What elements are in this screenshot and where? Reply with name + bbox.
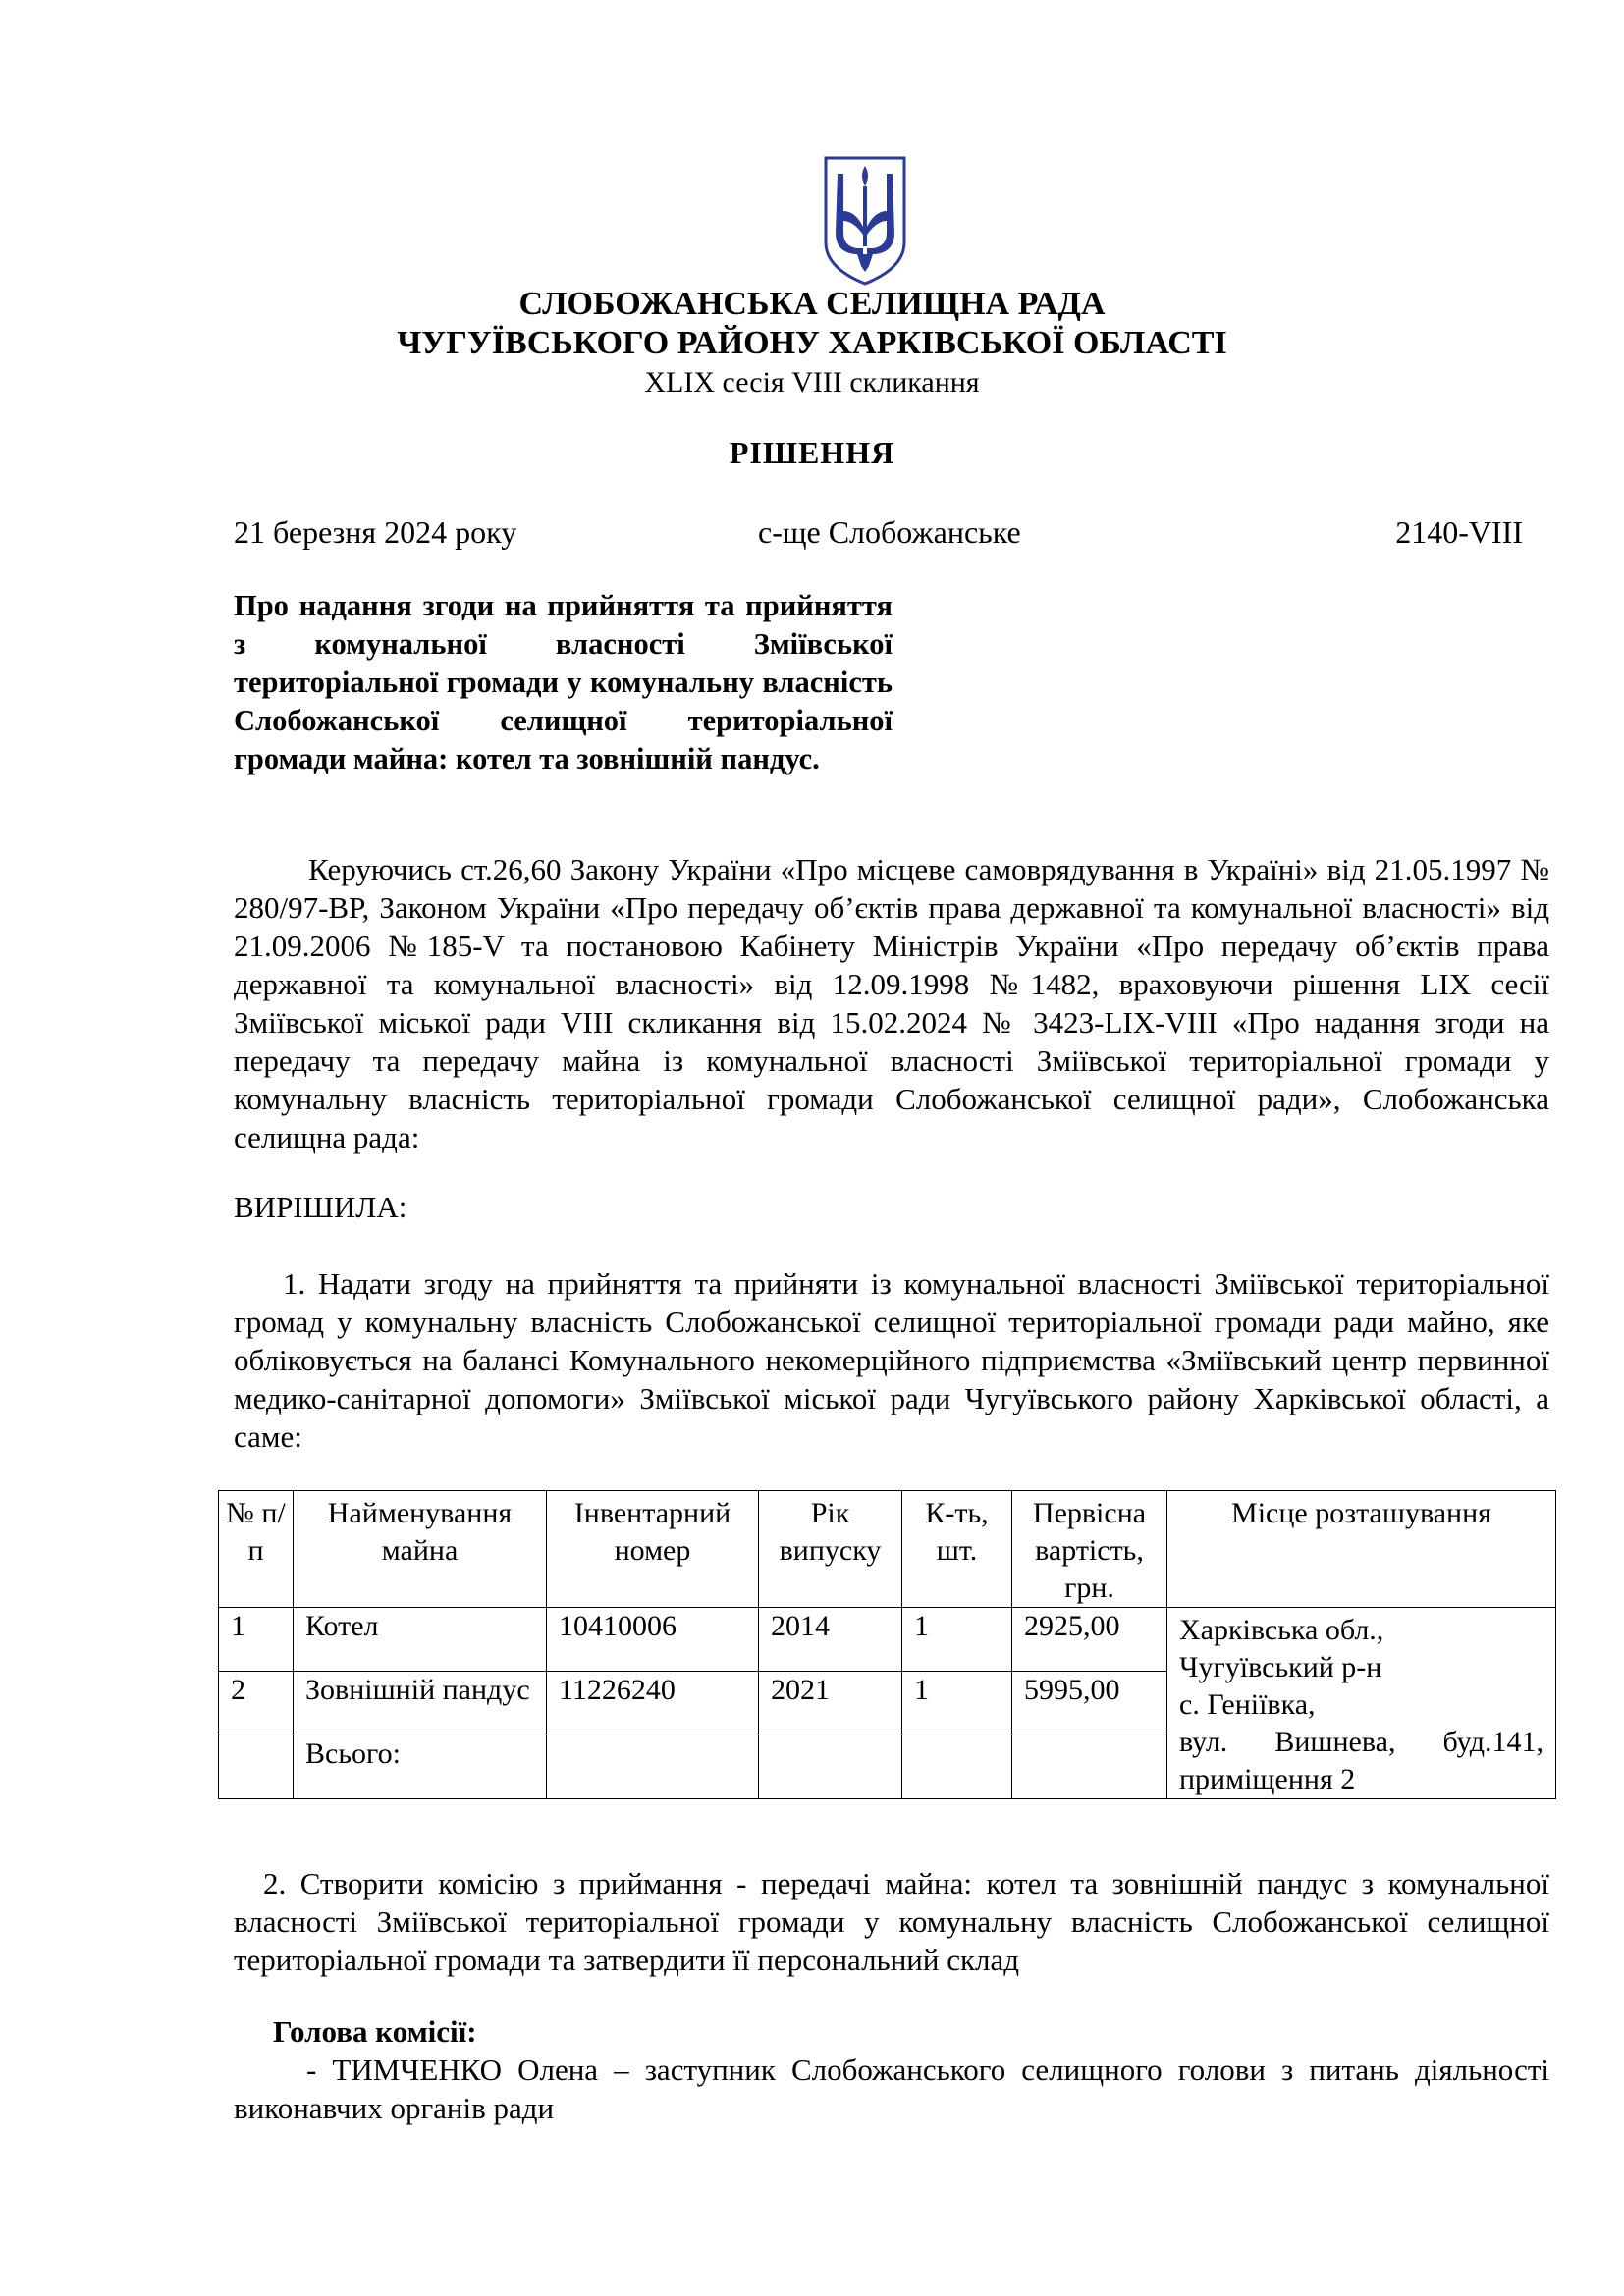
row-name: Котел [294,1608,547,1672]
assets-table [218,1490,1556,1799]
col-header-num: № п/п [219,1491,294,1608]
item-1-paragraph: 1. Надати згоду на прийняття та прийняти із комунальної власності Зміївської територіальної громад у комунальну власність Слобожанської селищної територіальної громади ради майно, яке обліковується на балансі Комунального некомерційного підприємства «Зміївський центр первинної медико-санітарної допомоги» Зміївської міської ради Чугуївського району Харківської області, а саме: [234,1266,1549,1454]
col-header-location: Місце розташування [1167,1491,1556,1608]
location-word: буд.141, [1442,1726,1543,1758]
trident-emblem-icon [820,152,910,290]
table-header-row [219,1491,1556,1608]
row-year: 2021 [759,1672,902,1735]
col-header-quantity: К-ть, шт. [902,1491,1012,1608]
col-header-year: Рік випуску [759,1491,902,1608]
total-year-cell [759,1735,902,1799]
commission-head-member: - ТИМЧЕНКО Олена – заступник Слобожанського селищного голови з питань діяльності виконавчих органів ради [234,2053,1549,2125]
session-info: XLIX сесія VIII скликання [644,366,980,399]
decision-number: 2140-VIII [1395,514,1523,550]
total-label: Всього: [294,1735,547,1799]
row-cost: 5995,00 [1012,1672,1167,1735]
district-name: ЧУГУЇВСЬКОГО РАЙОНУ ХАРКІВСЬКОЇ ОБЛАСТІ [397,325,1227,361]
council-name: СЛОБОЖАНСЬКА СЕЛИЩНА РАДА [518,286,1106,322]
row-num: 1 [219,1608,294,1672]
location-line: Харківська обл., [1179,1614,1384,1646]
row-quantity: 1 [902,1672,1012,1735]
row-quantity: 1 [902,1608,1012,1672]
location-line [1179,1724,1543,1761]
resolved-label: ВИРІШИЛА: [234,1190,407,1224]
location-line: Чугуївський р-н [1179,1651,1382,1683]
table-row [219,1608,1556,1672]
col-header-name: Найменування майна [294,1491,547,1608]
location-line: приміщення 2 [1179,1763,1356,1795]
commission-head-label: Голова комісії: [273,2014,477,2049]
decision-place: с-ще Слобожанське [758,514,1021,550]
row-num: 2 [219,1672,294,1735]
total-quantity-cell [902,1735,1012,1799]
decision-subject: Про надання згоди на прийняття та прийняття з комунальної власності Зміївської територіальної громади у комунальну власність Слобожанської селищної територіальної громади майна: котел та зовнішній пандус. [234,589,893,775]
location-line: с. Геніївка, [1179,1688,1316,1721]
row-cost: 2925,00 [1012,1608,1167,1672]
total-num-cell [219,1735,294,1799]
row-year: 2014 [759,1608,902,1672]
row-inventory: 10410006 [547,1608,759,1672]
document-type-title: РІШЕННЯ [729,435,895,470]
col-header-inventory: Інвентарний номер [547,1491,759,1608]
row-inventory: 11226240 [547,1672,759,1735]
intro-paragraph: Керуючись ст.26,60 Закону України «Про місцеве самоврядування в Україні» від 21.05.1997 № 280/97-ВР, Законом України «Про передачу об’єктів права державної та комунальної власності» від 21.09.2006 №185-V та постановою Кабінету Міністрів України «Про передачу об’єктів права державної та комунальної власності» від 12.09.1998 №1482, враховуючи рішення LIX сесії Зміївської міської ради VIII скликання від 15.02.2024 № 3423-LIX-VIII «Про надання згоди на передачу та передачу майна із комунальної власності Зміївської територіальної громади у комунальну власність територіальної громади Слобожанської селищної ради», Слобожанська селищна рада: [234,852,1549,1154]
total-inventory-cell [547,1735,759,1799]
item-2-paragraph: 2. Створити комісію з приймання - передачі майна: котел та зовнішній пандус з комунальної власності Зміївської територіальної громади у комунальну власність Слобожанської селищної територіальної громади та затвердити її персональний склад [234,1866,1549,1977]
row-name: Зовнішній пандус [294,1672,547,1735]
location-word: вул. [1179,1726,1228,1758]
location-cell [1167,1608,1556,1799]
col-header-cost: Первісна вартість, грн. [1012,1491,1167,1608]
total-cost-cell [1012,1735,1167,1799]
decision-date: 21 березня 2024 року [234,514,517,550]
location-word: Вишнева, [1274,1726,1396,1758]
